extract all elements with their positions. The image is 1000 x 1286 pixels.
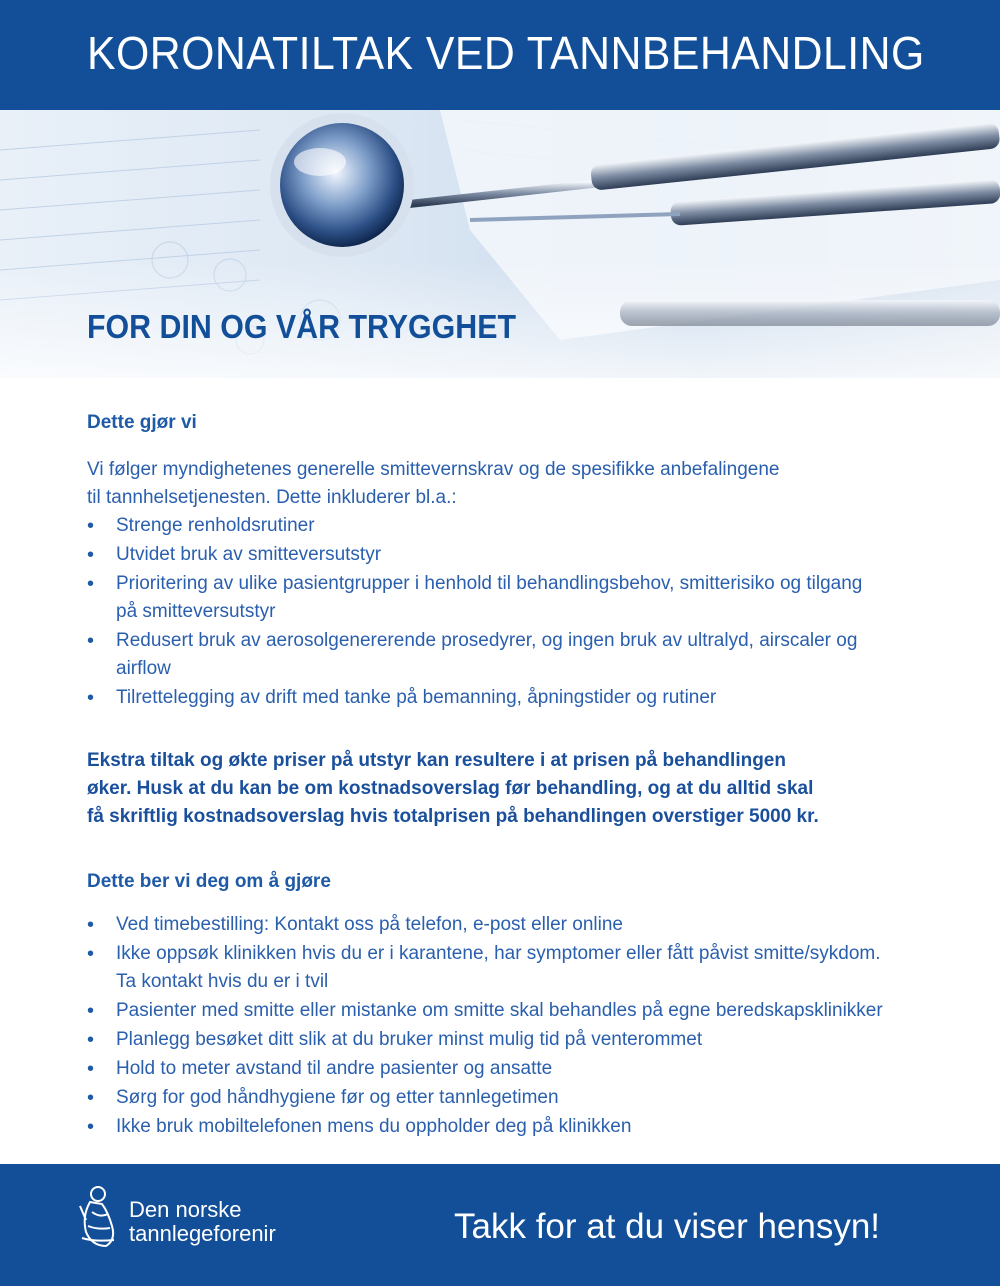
section-heading-what-we-ask: Dette ber vi deg om å gjøre — [87, 871, 331, 892]
main-content — [87, 412, 947, 1142]
notice-line: få skriftlig kostnadsoverslag hvis totalprisen på behandlingen overstiger 5000 kr. — [87, 806, 819, 827]
price-notice — [87, 747, 947, 831]
list-item: • Ikke oppsøk klinikken hvis du er i karantene, har symptomer eller fått påvist smitte/sykdom. Ta kontakt hvis du er i tvil — [87, 940, 947, 996]
list-item: • Ved timebestilling: Kontakt oss på telefon, e-post eller online — [87, 911, 947, 939]
hero-banner — [0, 110, 1000, 378]
requests-list — [87, 911, 947, 1141]
footer-bar — [0, 1164, 1000, 1286]
apollonia-logo-icon — [72, 1182, 122, 1252]
list-item: • Redusert bruk av aerosolgenererende prosedyrer, og ingen bruk av ultralyd, airscaler og airflow — [87, 627, 947, 683]
thank-you-message: Takk for at du viser hensyn! — [454, 1207, 881, 1246]
measures-list — [87, 512, 947, 712]
list-item: • Strenge renholdsrutiner — [87, 512, 947, 540]
header-bar — [0, 0, 1000, 110]
list-item: • Planlegg besøket ditt slik at du bruker minst mulig tid på venterommet — [87, 1026, 947, 1054]
list-item: • Sørg for god håndhygiene før og etter tannlegetimen — [87, 1084, 947, 1112]
hero-subtitle: FOR DIN OG VÅR TRYGGHET — [87, 308, 516, 345]
list-item: • Tilrettelegging av drift med tanke på bemanning, åpningstider og rutiner — [87, 684, 947, 712]
intro-paragraph — [87, 456, 947, 512]
list-item: • Ikke bruk mobiltelefonen mens du oppholder deg på klinikken — [87, 1113, 947, 1141]
list-item: • Prioritering av ulike pasientgrupper i henhold til behandlingsbehov, smitterisiko og tilgang på smitteversutstyr — [87, 570, 947, 626]
organization-name: Den norske tannlegeforenir — [129, 1197, 276, 1246]
list-item: • Hold to meter avstand til andre pasienter og ansatte — [87, 1055, 947, 1083]
page-title: KORONATILTAK VED TANNBEHANDLING — [87, 27, 925, 79]
intro-line: Vi følger myndighetenes generelle smittevernskrav og de spesifikke anbefalingene — [87, 459, 780, 480]
notice-line: Ekstra tiltak og økte priser på utstyr kan resultere i at prisen på behandlingen — [87, 750, 786, 771]
intro-line: til tannhelsetjenesten. Dette inkluderer bl.a.: — [87, 487, 457, 508]
notice-line: øker. Husk at du kan be om kostnadsoverslag før behandling, og at du alltid skal — [87, 778, 814, 799]
section-heading-what-we-do: Dette gjør vi — [87, 412, 197, 433]
list-item: • Utvidet bruk av smitteversutstyr — [87, 541, 947, 569]
list-item: • Pasienter med smitte eller mistanke om smitte skal behandles på egne beredskapsklinikker — [87, 997, 947, 1025]
